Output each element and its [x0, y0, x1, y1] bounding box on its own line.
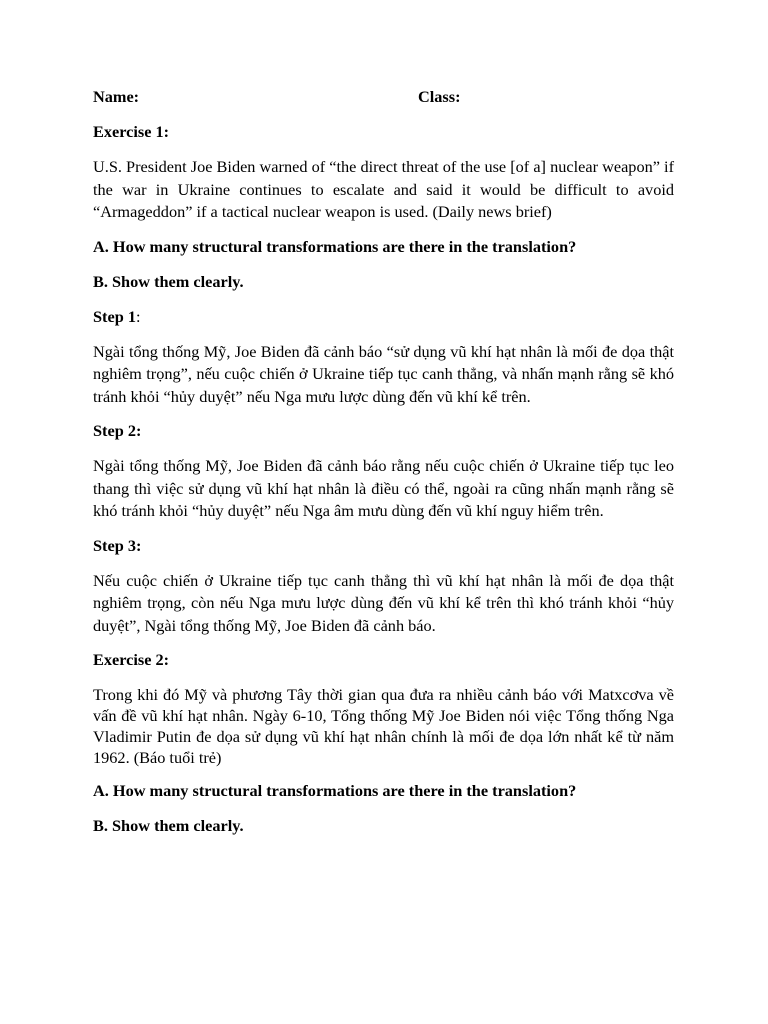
exercise-2-title: Exercise 2: — [93, 650, 170, 669]
class-label: Class: — [418, 87, 461, 106]
step-1-heading — [93, 306, 674, 328]
step-3-text: Nếu cuộc chiến ở Ukraine tiếp tục canh thẳng thì vũ khí hạt nhân là mối đe dọa thật nghiêm trọng, còn nếu Nga mưu lược dùng đến vũ khí kể trên thì khó tránh khỏi “hủy duyệt”, Ngài tổng thống Mỹ, Joe Biden đã cảnh báo. — [93, 570, 674, 635]
exercise-1-text: U.S. President Joe Biden warned of “the direct threat of the use [of a] nuclear weapon” if the war in Ukraine continues to escalate and said it would be difficult to avoid “Armageddon” if a tactical nuclear weapon is used. (Daily news brief) — [93, 157, 674, 221]
step-3-label: Step 3: — [93, 535, 142, 555]
exercise-2-text: Trong khi đó Mỹ và phương Tây thời gian qua đưa ra nhiều cảnh báo với Matxcơva về vấn đề vũ khí hạt nhân. Ngày 6-10, Tổng thống Mỹ Joe Biden nói việc Tổng thống Nga Vladimir Putin đe dọa sử dụng vũ khí hạt nhân chính là mối đe dọa lớn nhất kể từ năm 1962. (Báo tuổi trẻ) — [93, 685, 674, 767]
step-2-text: Ngài tổng thống Mỹ, Joe Biden đã cảnh báo rằng nếu cuộc chiến ở Ukraine tiếp tục leo thang thì việc sử dụng vũ khí hạt nhân là điều có thể, ngoài ra cũng nhấn mạnh rằng sẽ khó tránh khỏi “hủy duyệt” nếu Nga âm mưu dùng đến vũ khí nguy hiểm trên. — [93, 456, 674, 520]
step-1-colon: : — [135, 306, 141, 326]
exercise-1-question-b: B. Show them clearly. — [93, 271, 244, 291]
step-1-text: Ngài tổng thống Mỹ, Joe Biden đã cảnh báo “sử dụng vũ khí hạt nhân là mối đe dọa thật nghiêm trọng”, nếu cuộc chiến ở Ukraine tiếp tục canh thẳng, và nhấn mạnh rằng sẽ khó tránh khỏi “hủy duyệt” nếu Nga mưu lược dùng đến vũ khí kể trên. — [93, 341, 674, 406]
header-row — [93, 86, 674, 108]
name-label: Name: — [93, 87, 140, 106]
exercise-1-question-a: A. How many structural transformations are there in the translation? — [93, 236, 577, 256]
exercise-1-title: Exercise 1: — [93, 122, 170, 141]
exercise-2-question-a: A. How many structural transformations are there in the translation? — [93, 781, 577, 800]
step-2-label: Step 2: — [93, 421, 142, 440]
step-1-label: Step 1 — [93, 306, 136, 326]
document-page — [93, 86, 674, 850]
exercise-2-question-b: B. Show them clearly. — [93, 816, 244, 835]
